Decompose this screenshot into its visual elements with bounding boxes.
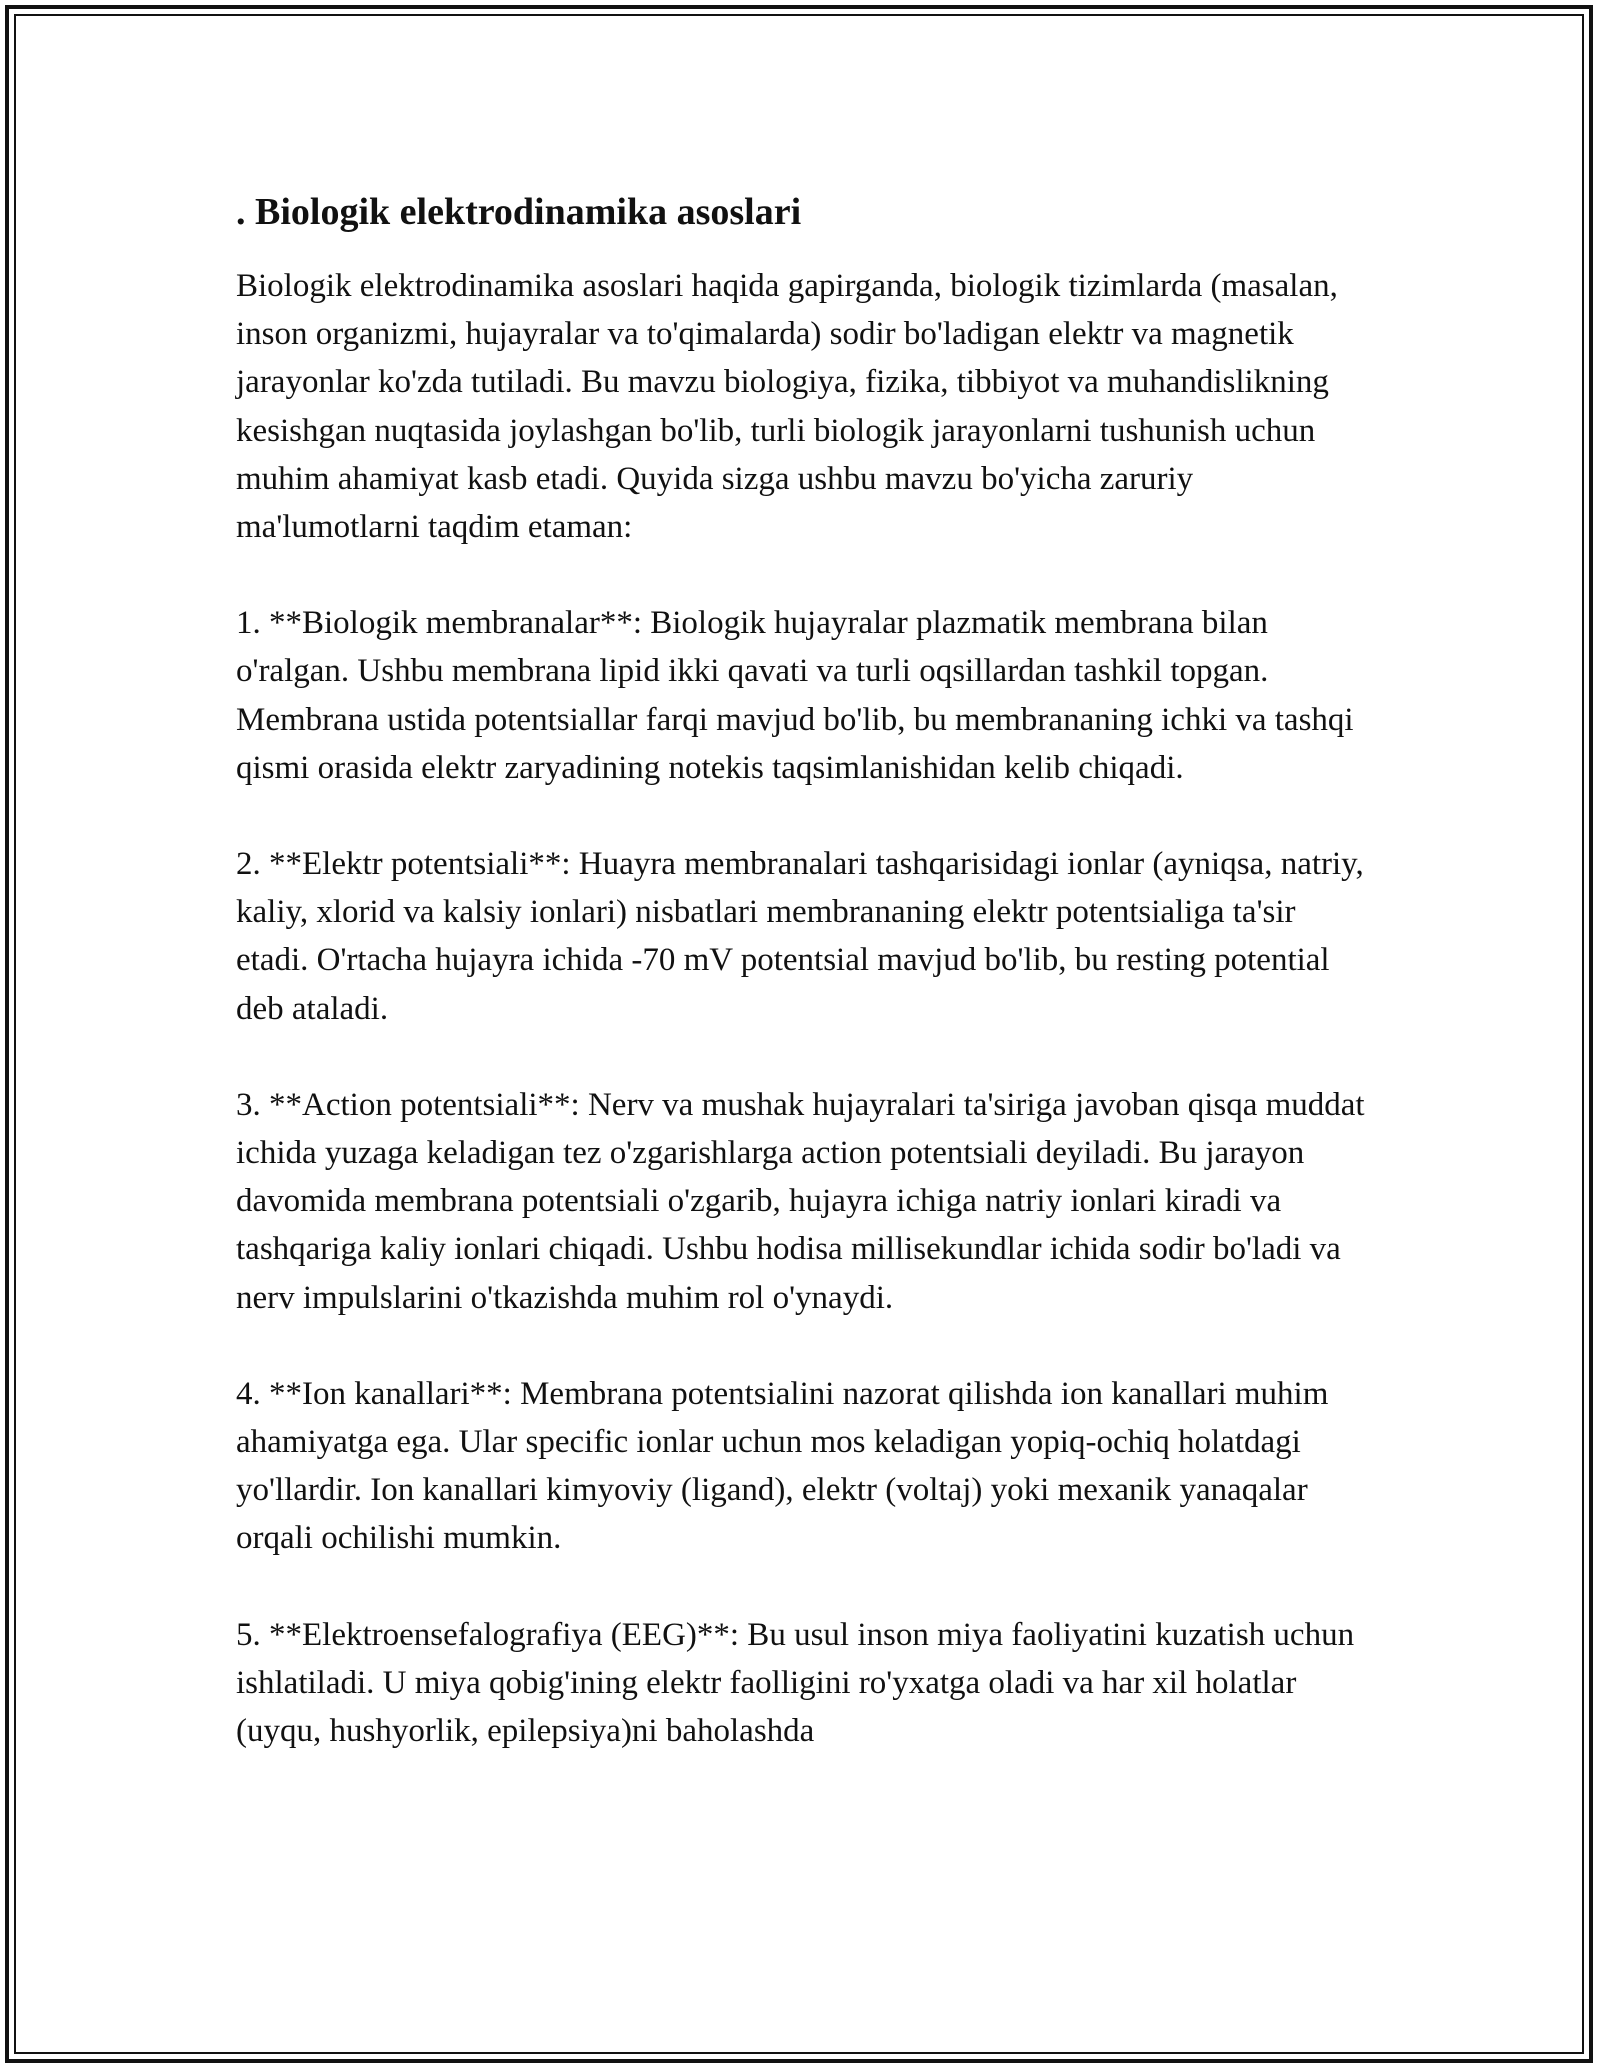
paragraph-eeg: 5. **Elektroensefalografiya (EEG)**: Bu usul inson miya faoliyatini kuzatish uchun ishlatiladi. U miya qobig'ining elektr faolligini ro'yxatga oladi va har xil holatlar (uyqu, hushyorlik, epilepsiya)ni baholashda <box>236 1616 1355 1750</box>
paragraph-action-potentsiali: 3. **Action potentsiali**: Nerv va mushak hujayralari ta'siriga javoban qisqa muddat ichida yuzaga keladigan tez o'zgarishlarga action potentsiali deyiladi. Bu jarayon davomida membrana potentsiali o'zgarib, hujayra ichiga natriy ionlari kiradi va tashqariga kaliy ionlari chiqadi. Ushbu hodisa millisekundlar ichida sodir bo'ladi va nerv impulslarini o'tkazishda muhim rol o'ynaydi. <box>236 1086 1365 1316</box>
paragraph-biologik-membranalar: 1. **Biologik membranalar**: Biologik hujayralar plazmatik membrana bilan o'ralgan. Ushbu membrana lipid ikki qavati va turli oqsillardan tashkil topgan. Membrana ustida potentsiallar farqi mavjud bo'lib, bu membrananing ichki va tashqi qismi orasida elektr zaryadining notekis taqsimlanishidan kelib chiqadi. <box>236 605 1354 786</box>
document-body <box>236 186 1376 1803</box>
section-heading: . Biologik elektrodinamika asoslari <box>236 191 802 233</box>
intro-paragraph: Biologik elektrodinamika asoslari haqida gapirganda, biologik tizimlarda (masalan, inson organizmi, hujayralar va to'qimalarda) sodir bo'ladigan elektr va magnetik jarayonlar ko'zda tutiladi. Bu mavzu biologiya, fizika, tibbiyot va muhandislikning kesishgan nuqtasida joylashgan bo'lib, turli biologik jarayonlarni tushunish uchun muhim ahamiyat kasb etadi. Quyida sizga ushbu mavzu bo'yicha zaruriy ma'lumotlarni taqdim etaman: <box>236 268 1338 546</box>
paragraph-elektr-potentsiali: 2. **Elektr potentsiali**: Huayra membranalari tashqarisidagi ionlar (ayniqsa, natriy, kaliy, xlorid va kalsiy ionlari) nisbatlari membrananing elektr potentsialiga ta'sir etadi. O'rtacha hujayra ichida -70 mV potentsial mavjud bo'lib, bu resting potential deb ataladi. <box>236 846 1364 1027</box>
paragraph-ion-kanallari: 4. **Ion kanallari**: Membrana potentsialini nazorat qilishda ion kanallari muhim ahamiyatga ega. Ular specific ionlar uchun mos keladigan yopiq-ochiq holatdagi yo'llardir. Ion kanallari kimyoviy (ligand), elektr (voltaj) yoki mexanik yanaqalar orqali ochilishi mumkin. <box>236 1375 1329 1557</box>
